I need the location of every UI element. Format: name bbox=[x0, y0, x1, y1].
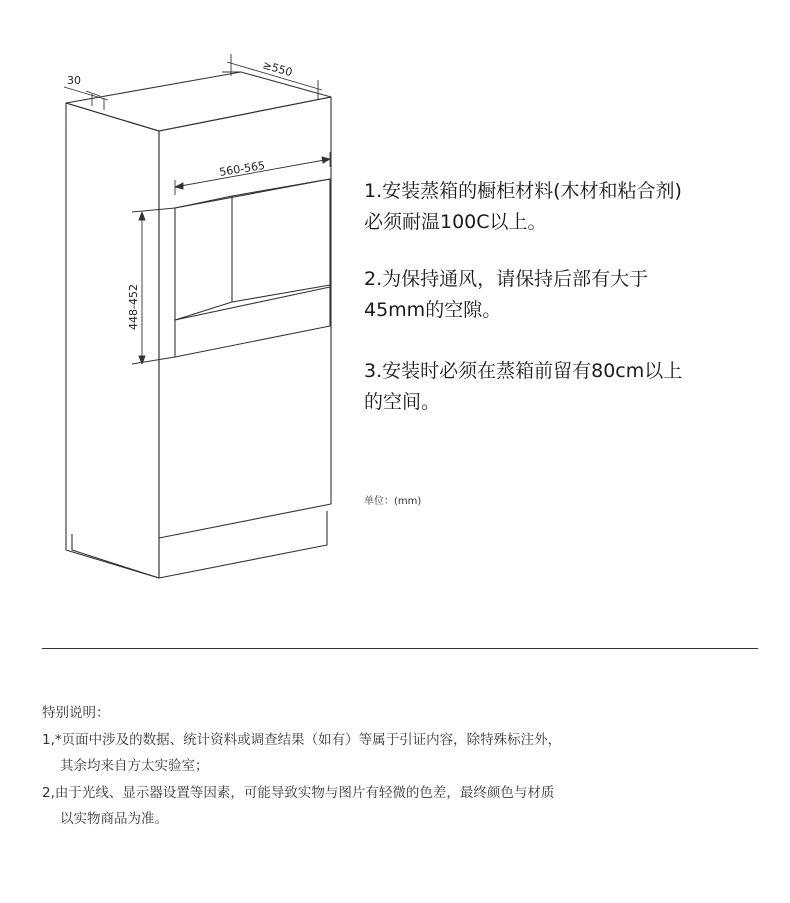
notes-item-1-line-2: 其余均来自方太实验室； bbox=[60, 758, 209, 774]
notes-item-1-line-1: 1,*页面中涉及的数据、统计资料或调查结果（如有）等属于引证内容，除特殊标注外， bbox=[42, 731, 562, 748]
oven-opening-back bbox=[232, 179, 330, 196]
notes-item-2-line-1: 2,由于光线、显示器设置等因素，可能导致实物与图片有轻微的色差，最终颜色与材质 bbox=[42, 784, 555, 801]
unit-note: 单位：(mm) bbox=[364, 496, 422, 507]
instruction-2 bbox=[364, 264, 648, 326]
instruction-3-line-1: 3.安装时必须在蒸箱前留有80cm以上 bbox=[364, 360, 683, 382]
dim-top-offset-label: 30 bbox=[67, 74, 81, 87]
cabinet-side-face bbox=[66, 103, 159, 578]
instruction-1 bbox=[364, 176, 682, 238]
instruction-1-line-2: 必须耐温100C以上。 bbox=[364, 211, 547, 233]
instruction-3-line-2: 的空间。 bbox=[364, 391, 441, 413]
oven-opening-back-side bbox=[232, 196, 330, 302]
notes-item-2-line-2: 以实物商品为准。 bbox=[60, 811, 168, 827]
instruction-3 bbox=[364, 356, 682, 418]
instruction-2-line-1: 2.为保持通风，请保持后部有大于 bbox=[364, 268, 649, 290]
plinth-base bbox=[72, 511, 327, 578]
cabinet-installation-diagram bbox=[0, 0, 360, 600]
special-notes bbox=[42, 700, 561, 833]
dim-depth-label: ≥550 bbox=[261, 58, 294, 80]
notes-title: 特别说明： bbox=[42, 705, 110, 721]
divider bbox=[42, 648, 758, 649]
instruction-1-line-1: 1.安装蒸箱的橱柜材料(木材和粘合剂) bbox=[364, 180, 682, 202]
dim-height-label: 448-452 bbox=[127, 284, 140, 330]
oven-opening bbox=[175, 179, 330, 357]
dim-width-label: 560-565 bbox=[218, 158, 266, 179]
instruction-2-line-2: 45mm的空隙。 bbox=[364, 299, 502, 321]
